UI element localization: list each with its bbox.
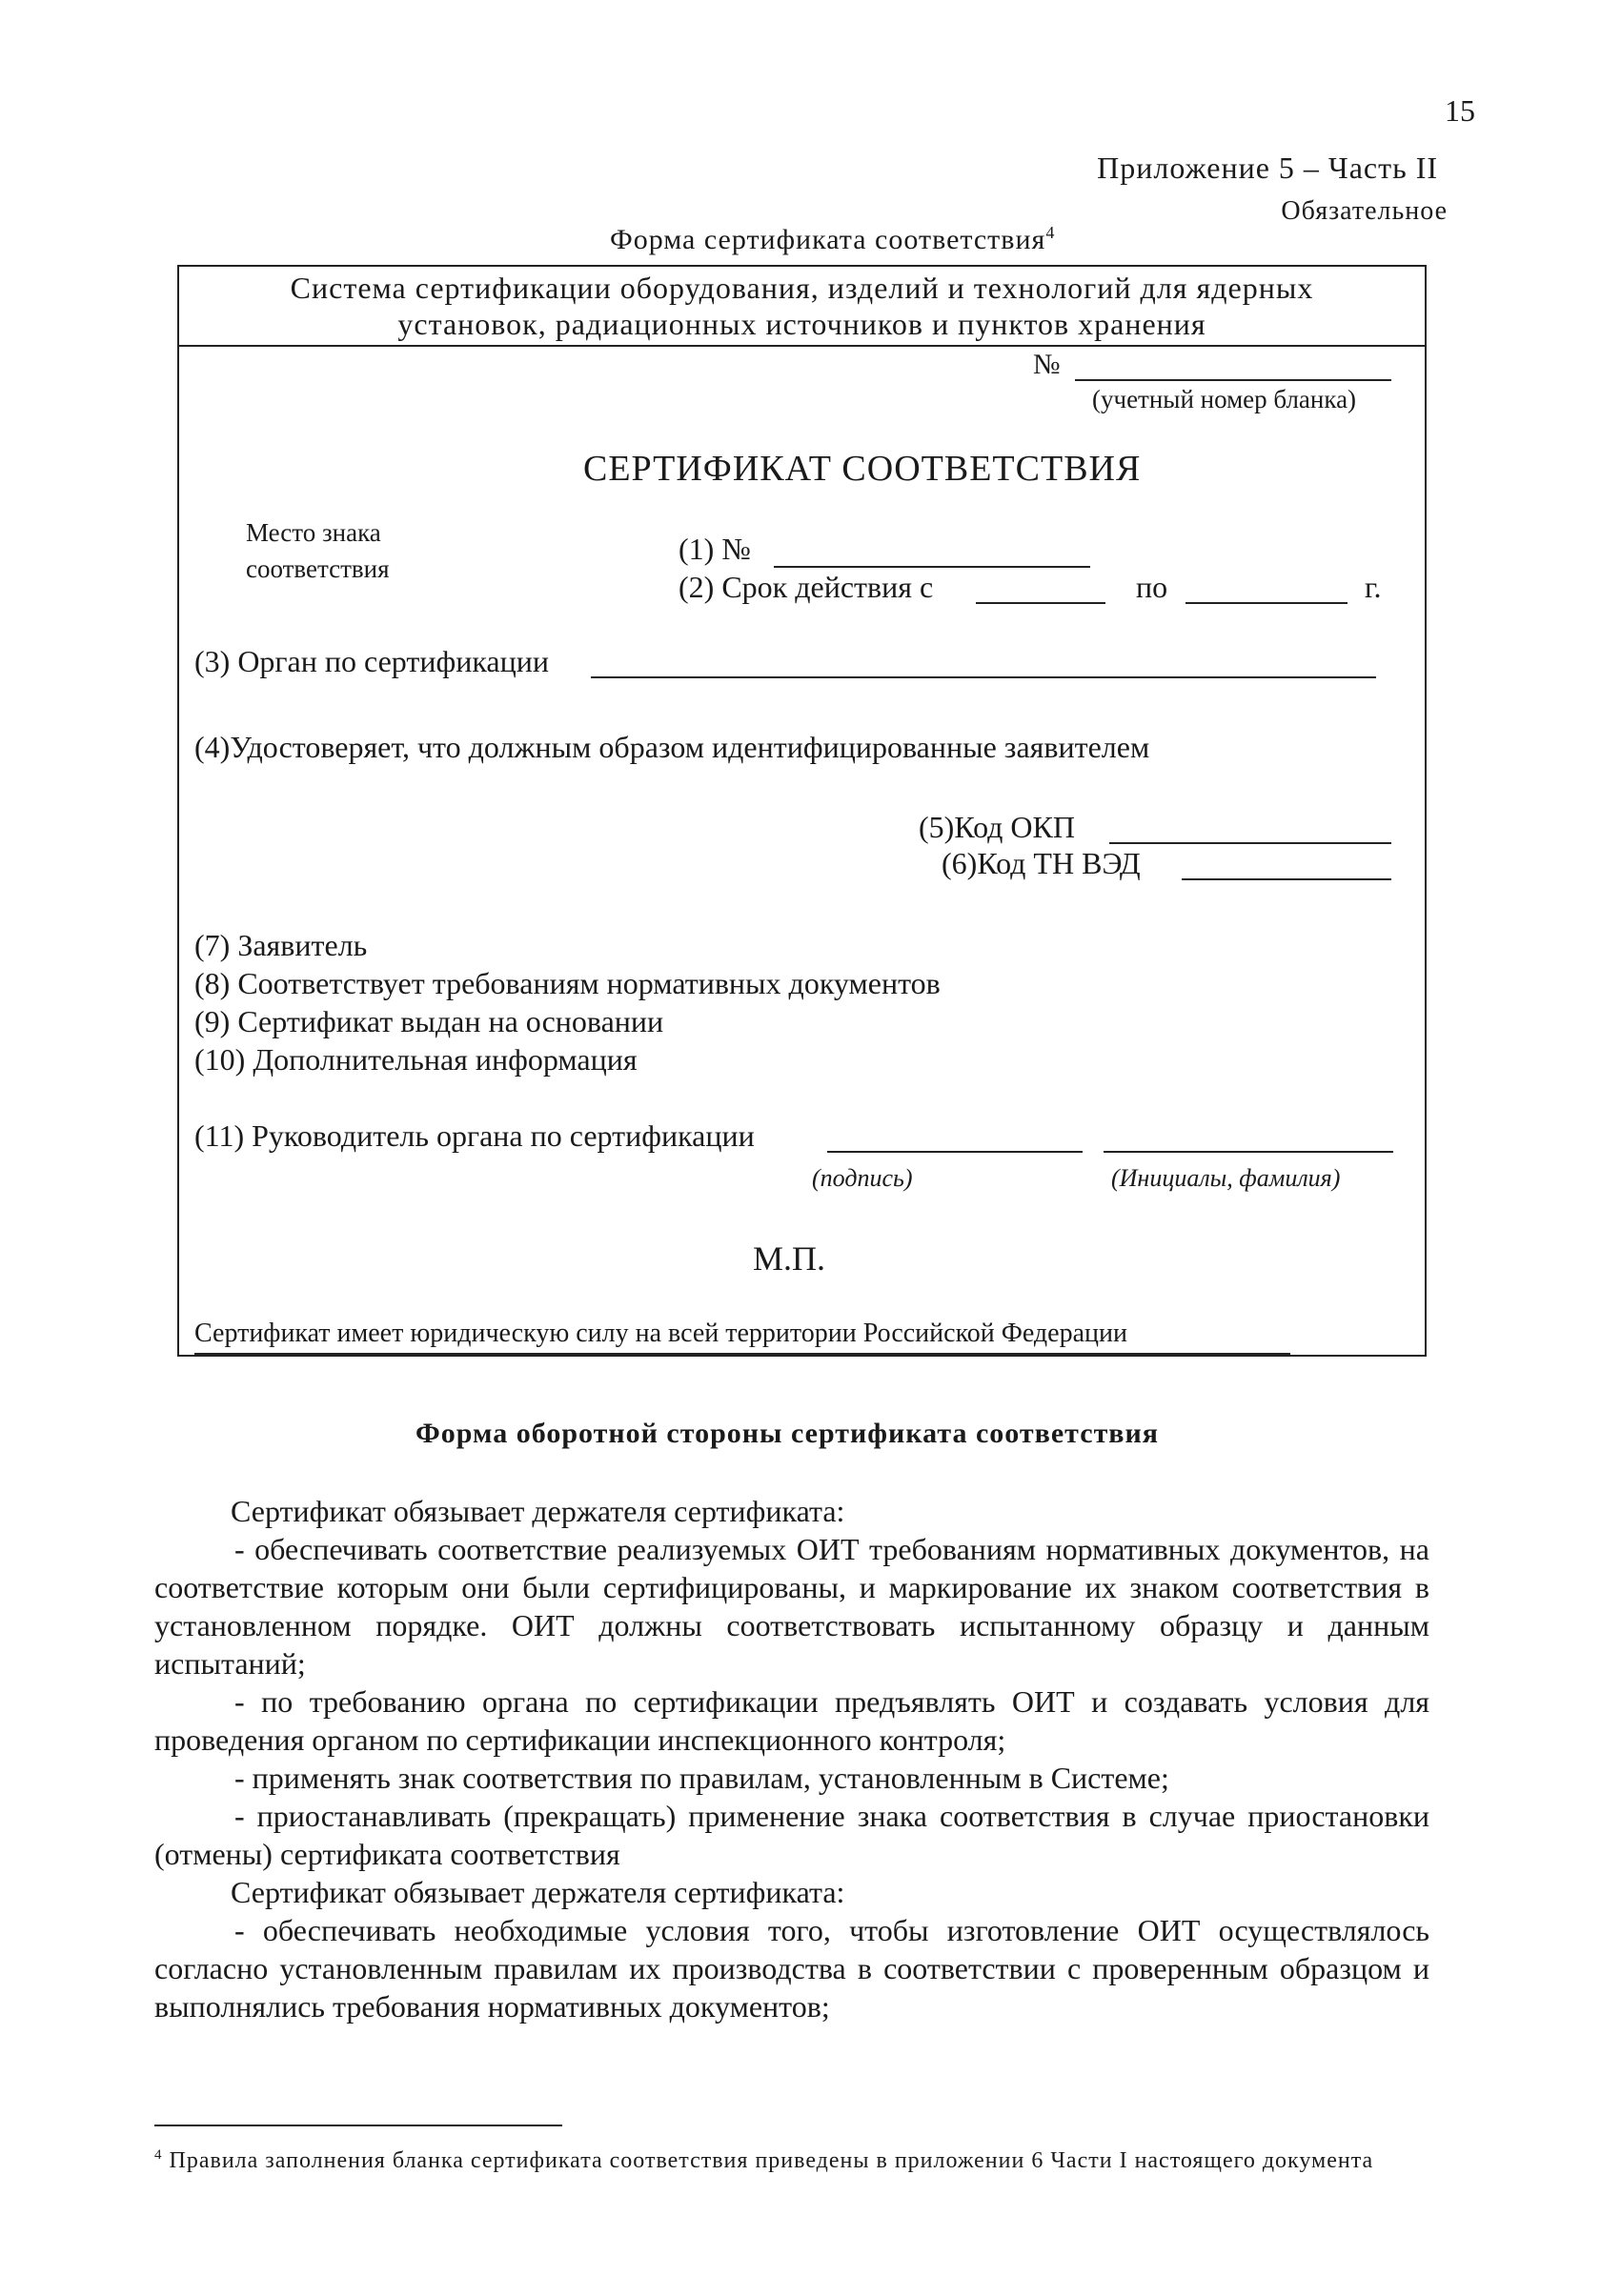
field-2-label: (2) Срок действия с (679, 570, 934, 604)
field-1-blank (774, 566, 1090, 568)
reverse-paragraph-2: - обеспечивать соответствие реализуемых ОИТ требованиям нормативных документов, на соответствие которым они были сертифицированы, и маркирование их знаком соответствия в установленном порядке. ОИТ должны соответствовать испытанному образцу и данным испытаний; (154, 1532, 1429, 1681)
mark-place-line1: Место знака (246, 518, 381, 547)
field-2-to-label: по (1136, 570, 1168, 604)
reverse-paragraph-5: - приостанавливать (прекращать) применение знака соответствия в случае приостановки (отмены) сертификата соответствия (154, 1799, 1429, 1871)
field-11-label: (11) Руководитель органа по сертификации (194, 1118, 755, 1153)
certificate-title: СЕРТИФИКАТ СООТВЕТСТВИЯ (583, 449, 1142, 489)
footnote-separator (154, 2125, 562, 2126)
field-6-blank (1182, 878, 1391, 880)
footnote (154, 2138, 1431, 2178)
number-label: № (1033, 349, 1061, 380)
field-8-label: (8) Соответствует требованиям нормативных документов (194, 966, 941, 1000)
footnote-mark: 4 (154, 2147, 163, 2163)
field-5-blank (1109, 842, 1391, 844)
field-3-label: (3) Орган по сертификации (194, 644, 549, 678)
certificate-form (177, 265, 1427, 1357)
field-2-to-blank (1185, 602, 1347, 604)
footnote-text: Правила заполнения бланка сертификата соответствия приведены в приложении 6 Части I настоящего документа (169, 2148, 1374, 2173)
field-4-text: (4)Удостоверяет, что должным образом идентифицированные заявителем (194, 730, 1150, 764)
field-1-label: (1) № (679, 532, 751, 566)
reverse-side-title: Форма оборотной стороны сертификата соответствия (415, 1418, 1160, 1449)
reverse-paragraph-7: - обеспечивать необходимые условия того, чтобы изготовление ОИТ осуществлялось согласно установленным правилам их производства в соответствии с проверенным образцом и выполнялись требования нормативных документов; (154, 1913, 1429, 2024)
reverse-paragraph-3: - по требованию органа по сертификации предъявлять ОИТ и создавать условия для проведения органом по сертификации инспекционного контроля; (154, 1684, 1429, 1757)
reverse-paragraph-1: Сертификат обязывает держателя сертификата: (231, 1494, 845, 1528)
field-9-label: (9) Сертификат выдан на основании (194, 1004, 664, 1038)
form-title-text: Форма сертификата соответствия (610, 224, 1046, 255)
system-name-line1: Система сертификации оборудования, изделий и технологий для ядерных (290, 271, 1314, 305)
status-label: Обязательное (1281, 196, 1448, 226)
footnote-ref: 4 (1045, 223, 1056, 242)
field-6-label: (6)Код ТН ВЭД (942, 846, 1141, 880)
number-blank (1075, 379, 1391, 381)
field-10-label: (10) Дополнительная информация (194, 1042, 638, 1077)
system-name-line2: установок, радиационных источников и пунктов хранения (397, 307, 1206, 341)
page-number: 15 (1445, 93, 1475, 128)
field-7-label: (7) Заявитель (194, 928, 368, 962)
certificate-header (179, 267, 1425, 347)
field-2-from-blank (976, 602, 1105, 604)
validity-underline (194, 1353, 1290, 1355)
name-caption: (Инициалы, фамилия) (1111, 1164, 1341, 1192)
seal-place: М.П. (753, 1239, 826, 1278)
form-title (610, 223, 1055, 256)
number-caption: (учетный номер бланка) (1092, 385, 1357, 413)
appendix-label: Приложение 5 – Часть II (1097, 151, 1438, 185)
field-3-blank (591, 676, 1376, 678)
reverse-paragraph-4: - применять знак соответствия по правилам, установленным в Системе; (234, 1761, 1169, 1795)
signature-blank (827, 1151, 1083, 1153)
reverse-paragraph-6: Сертификат обязывает держателя сертификата: (231, 1875, 845, 1909)
mark-place-line2: соответствия (246, 554, 390, 583)
name-blank (1104, 1151, 1393, 1153)
validity-note: Сертификат имеет юридическую силу на всей территории Российской Федерации (194, 1319, 1127, 1348)
field-2-year-label: г. (1365, 570, 1382, 604)
field-5-label: (5)Код ОКП (919, 810, 1075, 844)
signature-caption: (подпись) (812, 1164, 913, 1192)
